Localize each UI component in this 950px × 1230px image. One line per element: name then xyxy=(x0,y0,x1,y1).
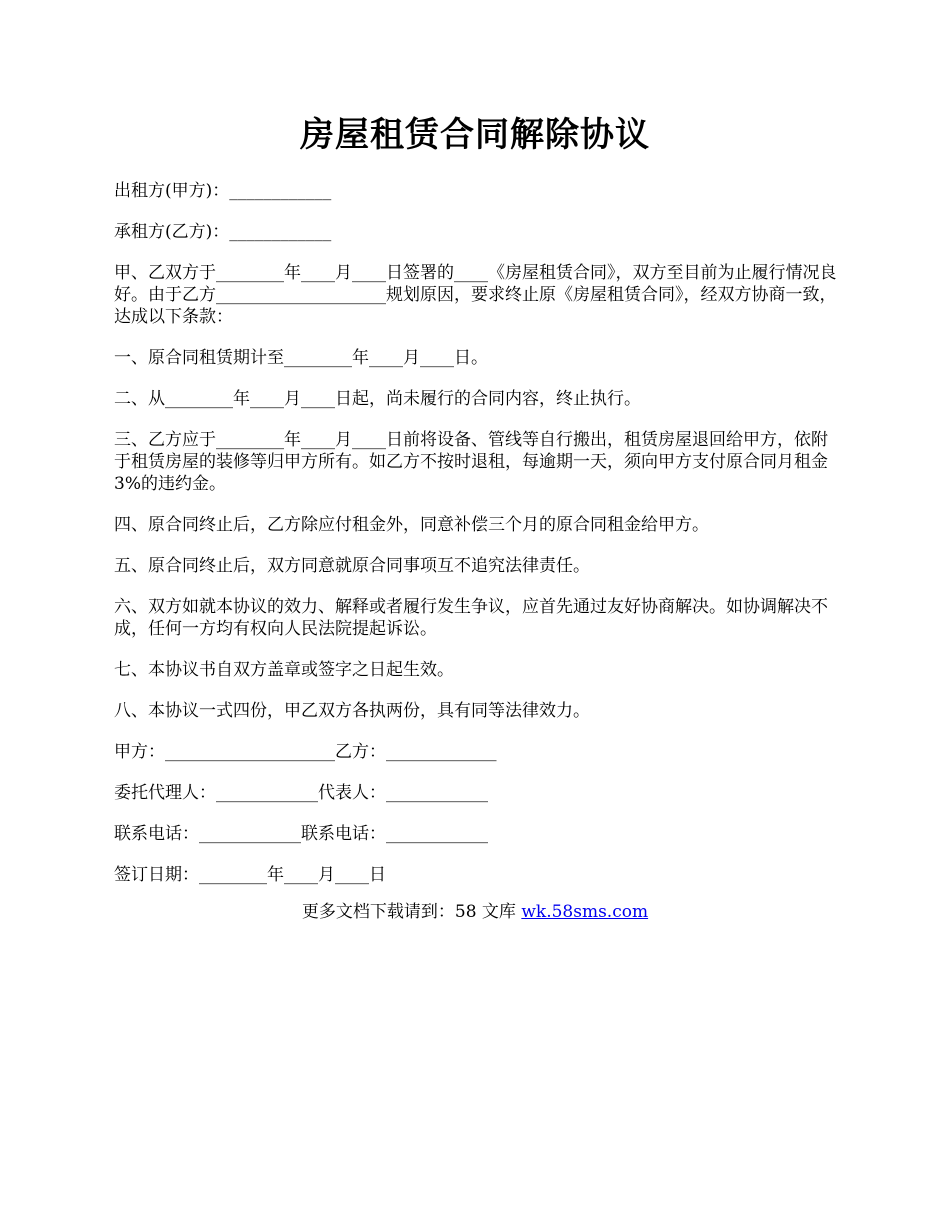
lessee-line: 承租方(乙方)：____________ xyxy=(114,222,332,242)
download-footer xyxy=(0,901,950,923)
clause-6: 六、双方如就本协议的效力、解释或者履行发生争议，应首先通过友好协商解决。如协调解决不成，任何一方均有权向人民法院提起诉讼。 xyxy=(114,597,828,639)
preamble-paragraph: 甲、乙双方于________年____月____日签署的____《房屋租赁合同》，双方至目前为止履行情况良好。由于乙方____________________规划原因，要求终止原《房屋租赁合同》，经双方协商一致，达成以下条款： xyxy=(114,263,837,327)
clause-4: 四、原合同终止后，乙方除应付租金外，同意补偿三个月的原合同租金给甲方。 xyxy=(114,515,709,535)
clause-1: 一、原合同租赁期计至________年____月____日。 xyxy=(114,348,488,368)
signing-date-line: 签订日期：________年____月____日 xyxy=(114,865,386,885)
document-body xyxy=(114,180,844,905)
clause-5: 五、原合同终止后，双方同意就原合同事项互不追究法律责任。 xyxy=(114,556,590,576)
agent-representative-line: 委托代理人：____________代表人：____________ xyxy=(114,783,488,803)
contact-phone-line: 联系电话：____________联系电话：____________ xyxy=(114,824,488,844)
party-signature-line: 甲方：____________________乙方：_____________ xyxy=(114,742,497,762)
lessor-line: 出租方(甲方)：____________ xyxy=(114,181,332,201)
footer-link[interactable]: wk.58sms.com xyxy=(521,902,649,922)
clause-3: 三、乙方应于________年____月____日前将设备、管线等自行搬出，租赁房屋退回给甲方，依附于租赁房屋的装修等归甲方所有。如乙方不按时退租，每逾期一天，须向甲方支付原合同月租金3%的违约金。 xyxy=(114,430,828,494)
footer-text: 更多文档下载请到：58 文库 xyxy=(301,902,522,922)
clause-7: 七、本协议书自双方盖章或签字之日起生效。 xyxy=(114,660,454,680)
document-title: 房屋租赁合同解除协议 xyxy=(300,115,650,155)
clause-8: 八、本协议一式四份，甲乙双方各执两份，具有同等法律效力。 xyxy=(114,701,590,721)
clause-2: 二、从________年____月____日起，尚未履行的合同内容，终止执行。 xyxy=(114,389,641,409)
